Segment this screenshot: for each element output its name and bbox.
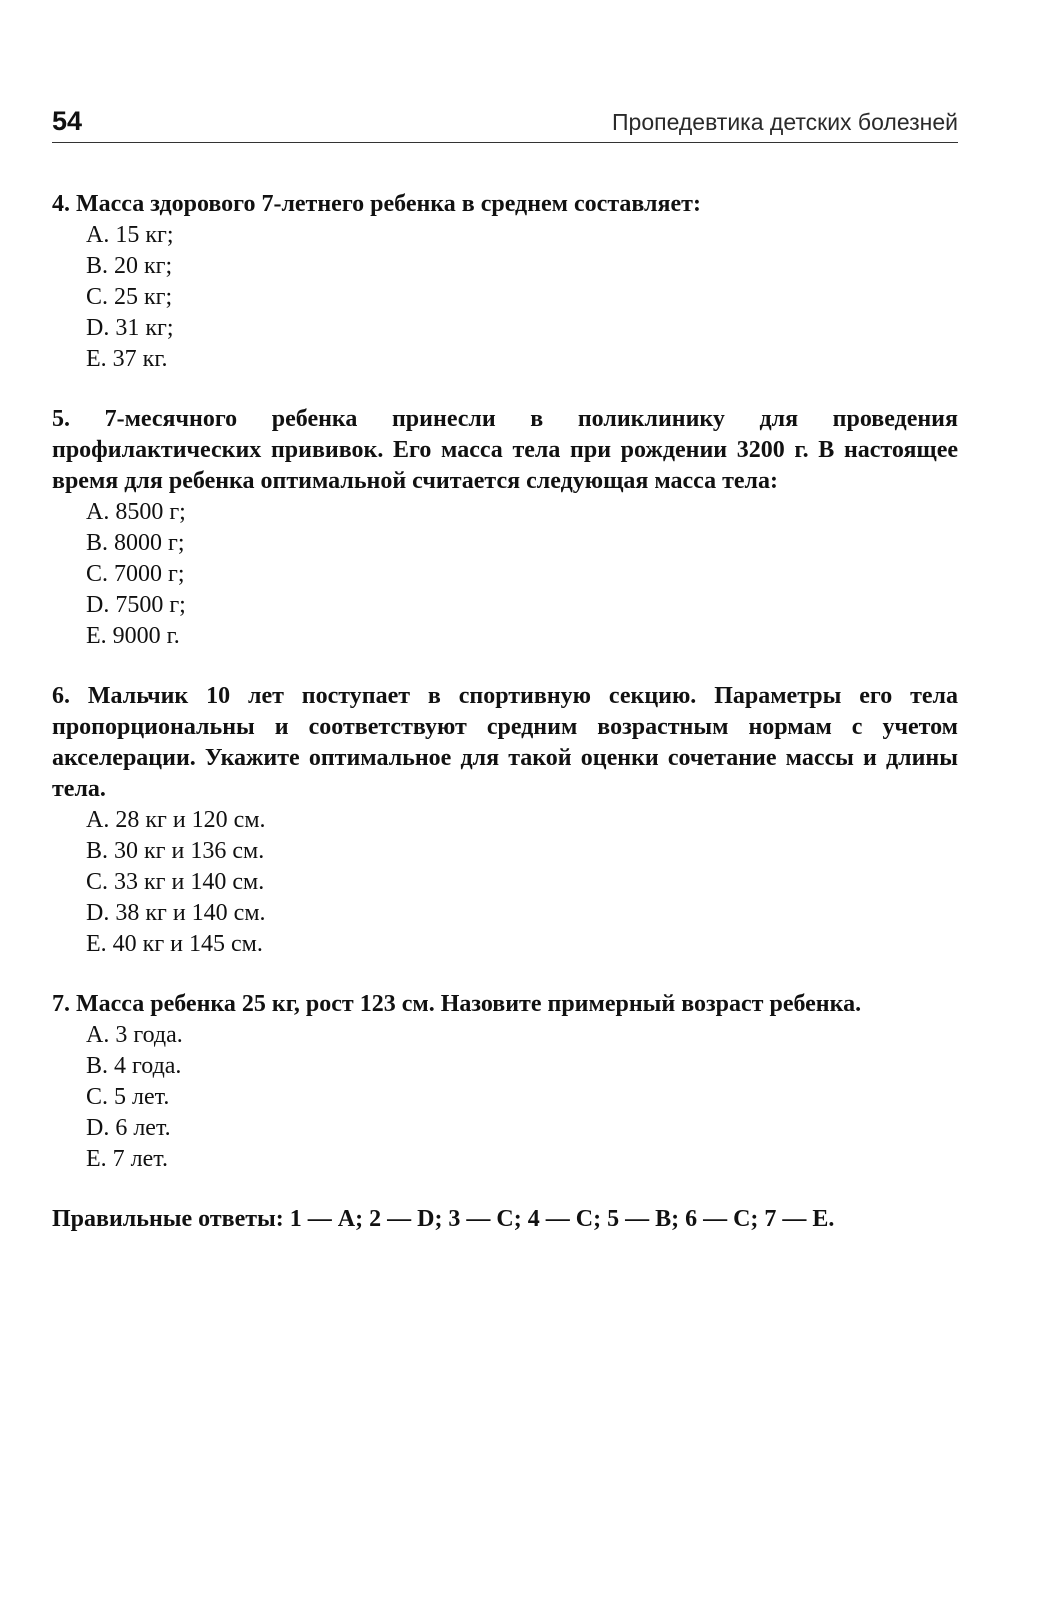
page-content	[52, 189, 958, 1235]
option-c: C. 7000 г;	[86, 561, 185, 587]
question-text: 6. Мальчик 10 лет поступает в спортивную секцию. Параметры его тела пропорциональны и соответствуют средним возрастным нормам с учетом акселерации. Укажите оптимальное для такой оценки сочетание массы и длины тела.	[52, 683, 958, 802]
answer-options	[52, 1020, 958, 1175]
option-b: B. 4 года.	[86, 1053, 182, 1079]
question-4	[52, 189, 958, 375]
option-b: B. 20 кг;	[86, 253, 173, 279]
page-header	[52, 100, 958, 146]
option-a: A. 3 года.	[86, 1022, 183, 1048]
option-c: C. 25 кг;	[86, 284, 173, 310]
option-e: E. 37 кг.	[86, 346, 168, 372]
option-b: B. 30 кг и 136 см.	[86, 838, 265, 864]
option-d: D. 31 кг;	[86, 315, 174, 341]
answer-options	[52, 220, 958, 375]
option-e: E. 40 кг и 145 см.	[86, 931, 263, 957]
option-d: D. 7500 г;	[86, 592, 186, 618]
running-title: Пропедевтика детских болезней	[612, 109, 958, 135]
option-a: A. 8500 г;	[86, 499, 186, 525]
answer-options	[52, 497, 958, 652]
answer-options	[52, 805, 958, 960]
header-rule	[52, 142, 958, 143]
correct-answers: Правильные ответы: 1 — A; 2 — D; 3 — C; 4 — C; 5 — B; 6 — C; 7 — E.	[52, 1206, 835, 1232]
option-a: A. 28 кг и 120 см.	[86, 807, 266, 833]
option-c: C. 33 кг и 140 см.	[86, 869, 265, 895]
question-text: 7. Масса ребенка 25 кг, рост 123 см. Назовите примерный возраст ребенка.	[52, 991, 862, 1017]
question-text: 4. Масса здорового 7-летнего ребенка в среднем составляет:	[52, 191, 701, 217]
question-5	[52, 404, 958, 652]
question-7	[52, 989, 958, 1175]
page-number: 54	[52, 106, 83, 136]
option-d: D. 38 кг и 140 см.	[86, 900, 266, 926]
option-a: A. 15 кг;	[86, 222, 174, 248]
option-e: E. 9000 г.	[86, 623, 180, 649]
option-d: D. 6 лет.	[86, 1115, 171, 1141]
question-text: 5. 7-месячного ребенка принесли в поликлинику для проведения профилактических прививок. Его масса тела при рождении 3200 г. В настоящее время для ребенка оптимальной считается следующая масса тела:	[52, 406, 958, 494]
option-b: B. 8000 г;	[86, 530, 185, 556]
option-e: E. 7 лет.	[86, 1146, 168, 1172]
option-c: C. 5 лет.	[86, 1084, 170, 1110]
question-6	[52, 681, 958, 960]
